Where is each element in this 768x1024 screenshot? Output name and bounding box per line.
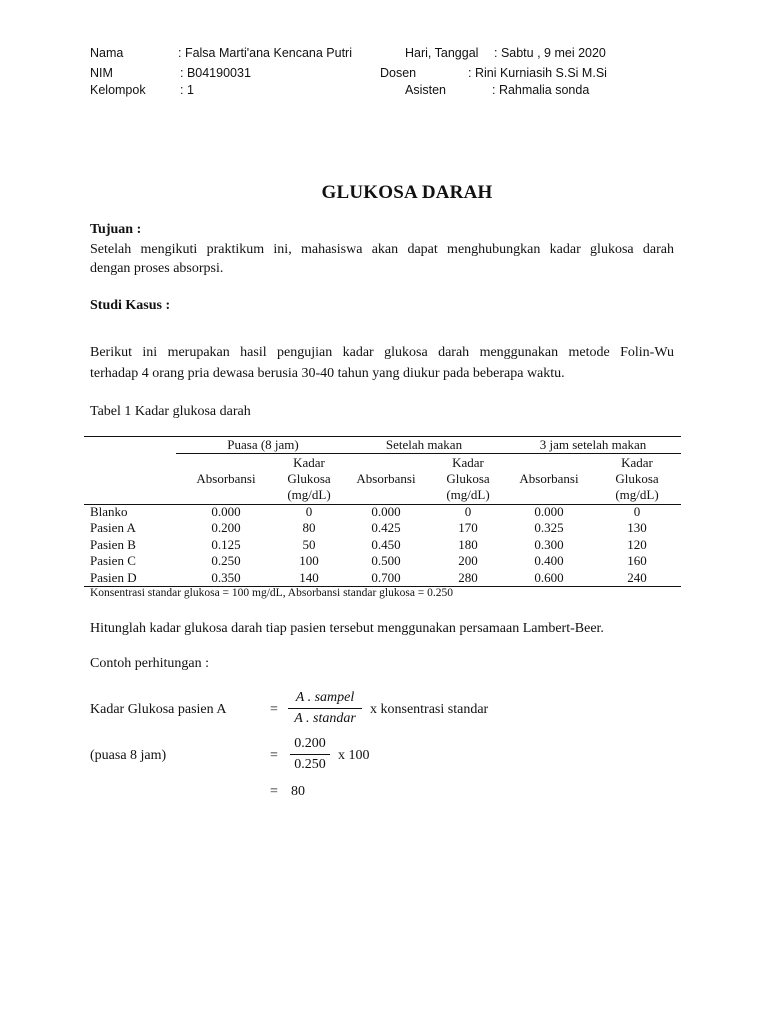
subheader-kadar-2 xyxy=(446,455,489,503)
table-caption: Tabel 1 Kadar glukosa darah xyxy=(90,404,251,419)
tujuan-line-1: Setelah mengikuti praktikum ini, mahasiswa akan dapat menghubungkan kadar glukosa darah xyxy=(90,242,674,257)
table-cell: 200 xyxy=(458,553,478,569)
calc-equals-3: = xyxy=(270,784,278,799)
subheader-absorbansi-2: Absorbansi xyxy=(356,471,416,486)
table-cell: 0 xyxy=(305,504,313,519)
value-asisten: : Rahmalia sonda xyxy=(492,83,590,97)
calc-label-puasa: (puasa 8 jam) xyxy=(90,748,167,763)
table-cell: 160 xyxy=(627,553,647,569)
value-nama: : Falsa Marti'ana Kencana Putri xyxy=(178,46,352,60)
calc-label-pasien-a: Kadar Glukosa pasien A xyxy=(90,702,227,717)
studi-kasus-line-2: terhadap 4 orang pria dewasa berusia 30-40 tahun yang diukur pada beberapa waktu. xyxy=(90,366,565,381)
table-cell: 0.400 xyxy=(534,553,564,569)
table-cell: 0.450 xyxy=(371,536,401,552)
kadar-line-3: Kadar xyxy=(621,455,653,470)
table-cell: 0.125 xyxy=(211,536,241,552)
header-row-kelompok xyxy=(90,83,710,101)
table-cell: 100 xyxy=(299,553,319,569)
table-cell: 140 xyxy=(299,569,319,585)
table-note: Konsentrasi standar glukosa = 100 mg/dL, Absorbansi standar glukosa = 0.250 xyxy=(90,587,454,599)
table-cell: 280 xyxy=(458,569,478,585)
table-cell: 0.000 xyxy=(534,504,564,519)
table-cell: 0.425 xyxy=(371,520,401,536)
table-cell: 0.350 xyxy=(211,569,241,585)
calc-tail-konsentrasi: x konsentrasi standar xyxy=(370,702,489,717)
table-cell: 0.600 xyxy=(534,569,564,585)
value-kelompok: : 1 xyxy=(180,83,194,97)
calc-tail-100: x 100 xyxy=(338,748,370,763)
table-cell: 130 xyxy=(627,520,647,536)
frac-bar-1 xyxy=(288,708,362,709)
table-cell: 0.500 xyxy=(371,553,401,569)
group-header-setelah-makan: Setelah makan xyxy=(385,437,463,452)
tujuan-line-2: dengan proses absorpsi. xyxy=(90,261,224,276)
unit-line-1: (mg/dL) xyxy=(287,487,331,502)
studi-kasus-line-1: Berikut ini merupakan hasil pengujian kadar glukosa darah menggunakan metode Folin-Wu xyxy=(90,345,674,360)
header-row-nim xyxy=(90,66,710,84)
calc-equals-2: = xyxy=(270,748,278,763)
unit-line-2: (mg/dL) xyxy=(446,487,490,502)
subheader-kadar-3 xyxy=(615,455,658,503)
calc-equals-1: = xyxy=(270,702,278,717)
frac-denominator-standar: A . standar xyxy=(294,711,356,726)
studi-kasus-heading: Studi Kasus : xyxy=(90,298,171,313)
group-header-3-jam: 3 jam setelah makan xyxy=(539,437,647,452)
glukosa-line-3: Glukosa xyxy=(615,471,659,486)
value-nim: : B04190031 xyxy=(180,66,251,80)
table-cell: 0.000 xyxy=(211,504,241,519)
row-label: Pasien A xyxy=(90,520,136,536)
table-cell: 180 xyxy=(458,536,478,552)
contoh-perhitungan-label: Contoh perhitungan : xyxy=(90,656,209,671)
tujuan-heading: Tujuan : xyxy=(90,222,142,237)
label-dosen: Dosen xyxy=(380,66,417,80)
table-cell: 50 xyxy=(302,536,316,552)
row-label: Pasien C xyxy=(90,553,136,569)
subheader-kadar-1 xyxy=(287,455,330,503)
label-hari-tanggal: Hari, Tanggal xyxy=(405,46,479,60)
row-label: Blanko xyxy=(90,504,128,519)
table-group-rule xyxy=(176,453,681,454)
label-kelompok: Kelompok xyxy=(90,83,146,97)
table-cell: 0.325 xyxy=(534,520,564,536)
calc-fraction-formula xyxy=(288,690,362,727)
frac-bar-2 xyxy=(290,754,330,755)
table-cell: 120 xyxy=(627,536,647,552)
unit-line-3: (mg/dL) xyxy=(615,487,659,502)
group-header-puasa: Puasa (8 jam) xyxy=(227,437,299,452)
label-asisten: Asisten xyxy=(405,83,446,97)
table-cell: 240 xyxy=(627,569,647,585)
document-title: GLUKOSA DARAH xyxy=(321,182,493,203)
kadar-line-2: Kadar xyxy=(452,455,484,470)
glukosa-line-1: Glukosa xyxy=(287,471,331,486)
frac-numerator-sampel: A . sampel xyxy=(295,690,355,705)
table-cell: 0 xyxy=(633,504,641,519)
value-dosen: : Rini Kurniasih S.Si M.Si xyxy=(468,66,607,80)
header-row-nama xyxy=(90,46,710,64)
table-cell: 0.700 xyxy=(371,569,401,585)
label-nama: Nama xyxy=(90,46,124,60)
studi-kasus-paragraph xyxy=(90,342,674,384)
tujuan-paragraph xyxy=(90,240,674,278)
instruction-text: Hitunglah kadar glukosa darah tiap pasien tersebut menggunakan persamaan Lambert-Beer. xyxy=(90,621,604,636)
table-cell: 0.200 xyxy=(211,520,241,536)
row-label: Pasien B xyxy=(90,536,136,552)
table-cell: 0.250 xyxy=(211,553,241,569)
label-nim: NIM xyxy=(90,66,113,80)
table-cell: 170 xyxy=(458,520,478,536)
row-label: Pasien D xyxy=(90,569,137,585)
kadar-line-1: Kadar xyxy=(293,455,325,470)
table-cell: 0.000 xyxy=(371,504,401,519)
table-cell: 0.300 xyxy=(534,536,564,552)
value-hari-tanggal: : Sabtu , 9 mei 2020 xyxy=(494,46,606,60)
table-cell: 80 xyxy=(302,520,316,536)
calc-result: 80 xyxy=(291,784,305,799)
calc-fraction-values xyxy=(290,736,330,773)
frac-numerator-value: 0.200 xyxy=(294,736,326,751)
subheader-absorbansi-3: Absorbansi xyxy=(519,471,579,486)
subheader-absorbansi-1: Absorbansi xyxy=(196,471,256,486)
table-cell: 0 xyxy=(464,504,472,519)
frac-denominator-value: 0.250 xyxy=(294,757,326,772)
glukosa-line-2: Glukosa xyxy=(446,471,490,486)
